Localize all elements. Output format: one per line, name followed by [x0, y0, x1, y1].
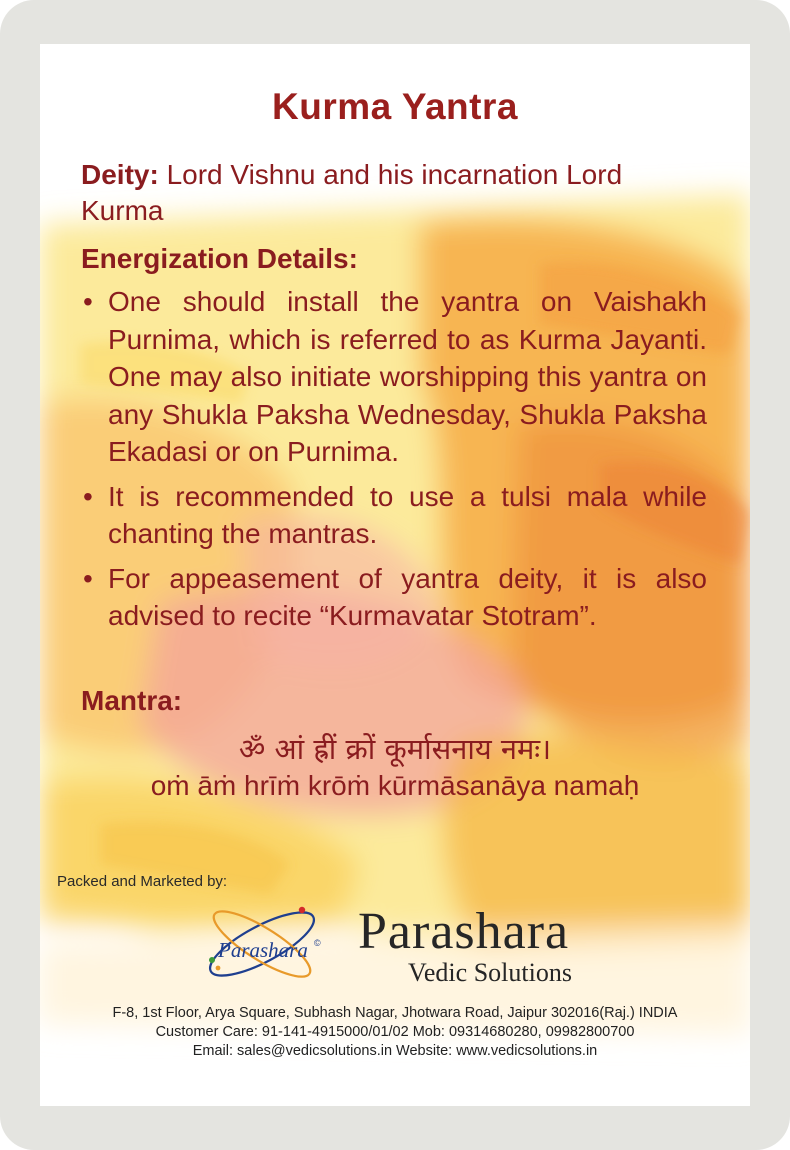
mantra-devanagari: ॐ आं ह्रीं क्रों कूर्मासनाय नमः। — [238, 732, 552, 766]
customer-care-line: Customer Care: 91-141-4915000/01/02 Mob: 09314680280, 09982800700 — [155, 1024, 635, 1040]
parashara-logo — [200, 902, 340, 984]
list-item-text: For appeasement of yantra deity, it is also advised to recite “Kurmavatar Stotram”. — [108, 562, 707, 631]
logo-mark-symbol: © — [314, 938, 321, 948]
yantra-card — [40, 44, 750, 1106]
bullet-icon: • — [83, 286, 93, 317]
list-item — [81, 478, 707, 553]
deity-value: Lord Vishnu and his incarnation Lord Kurma — [81, 159, 623, 226]
energization-list — [81, 283, 707, 642]
mantra-transliteration: oṁ āṁ hrīṁ krōṁ kūrmāsanāya namaḥ — [150, 770, 640, 801]
page-title: Kurma Yantra — [272, 86, 518, 127]
list-item — [81, 283, 707, 471]
packed-by-label: Packed and Marketed by: — [57, 873, 228, 890]
bullet-icon: • — [83, 562, 93, 594]
list-item-text: One should install the yantra on Vaishakh Purnima, which is referred to as Kurma Jayanti. One may also initiate worshipping this yantra on any Shukla Paksha Wednesday, Shukla Paksha Ekadasi or on Purnima. — [108, 286, 707, 467]
brand-name: Parashara — [358, 903, 570, 960]
email-website-line: Email: sales@vedicsolutions.in Website: www.vedicsolutions.in — [192, 1043, 598, 1059]
list-item — [81, 560, 707, 635]
mantra-heading: Mantra: — [81, 685, 183, 716]
energization-heading: Energization Details: — [81, 243, 358, 274]
list-item-text: It is recommended to use a tulsi mala while chanting the mantras. — [108, 480, 707, 549]
deity-label: Deity: — [81, 159, 159, 190]
bullet-icon: • — [83, 480, 93, 512]
deity-line — [81, 157, 711, 229]
address-line: F-8, 1st Floor, Arya Square, Subhash Nagar, Jhotwara Road, Jaipur 302016(Raj.) INDIA — [112, 1005, 678, 1021]
logo-text: Parashara — [218, 938, 308, 962]
contact-block — [40, 1004, 750, 1061]
brand-subtitle: Vedic Solutions — [408, 958, 572, 987]
